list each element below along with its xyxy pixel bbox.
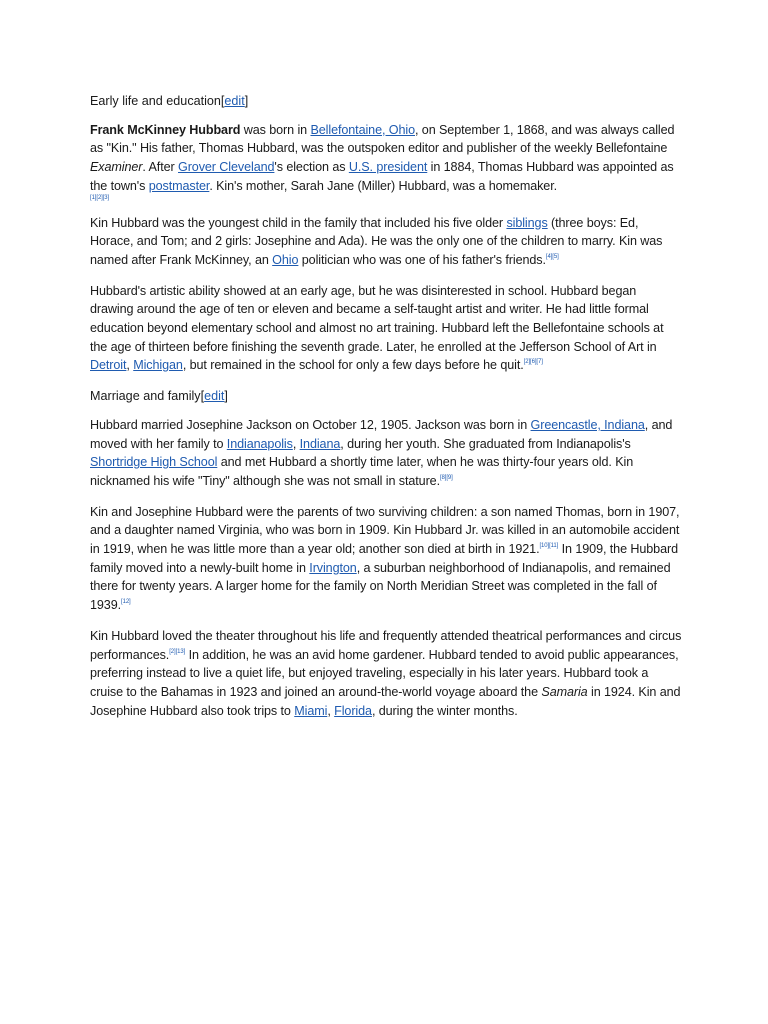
text-run: in 1884, Thomas Hubbard was appointed as the town's — [90, 160, 674, 193]
text-run: , — [327, 703, 335, 718]
edit-link[interactable]: edit — [224, 94, 245, 108]
link-shortridge-high-school[interactable]: Shortridge High School — [90, 455, 218, 470]
ship-name: Samaria — [541, 684, 588, 699]
paragraph-children — [90, 503, 682, 615]
text-run: , during her youth. She graduated from Indianapolis's — [340, 436, 631, 451]
link-bellefontaine-ohio[interactable]: Bellefontaine, Ohio — [310, 122, 415, 137]
text-run: politician who was one of his father's friends. — [298, 252, 546, 267]
text-run: In 1909, the Hubbard family moved into a newly-built home in — [90, 542, 678, 575]
citation-refs[interactable]: [2][6][7] — [523, 359, 543, 366]
newspaper-title: Examiner — [90, 160, 143, 175]
link-indiana[interactable]: Indiana — [299, 436, 341, 451]
link-siblings[interactable]: siblings — [506, 215, 548, 230]
text-run: , — [292, 436, 300, 451]
document-body — [90, 92, 682, 732]
text-run: and met Hubbard a shortly time later, when he was thirty-four years old. Kin nicknamed his wife "Tiny" although she was not small in stature. — [90, 455, 634, 488]
section-title: Marriage and family — [90, 389, 201, 404]
text-run: was born in — [240, 122, 311, 137]
text-run: Kin and Josephine Hubbard were the parents of two surviving children: a son named Thomas, born in 1907, and a daughter named Virginia, who was born in 1909. Kin Hubbard Jr. was killed in an automobile accident in 1919, when he was little more than a year old; another son died at birth in 1921. — [90, 504, 680, 557]
subject-name: Frank McKinney Hubbard — [90, 122, 241, 137]
text-run: Hubbard's artistic ability showed at an early age, but he was disinterested in school. Hubbard began drawing around the age of ten or eleven and became a self-taught artist and writer. He had little formal education beyond elementary school and almost no art training. Hubbard left the Bellefontaine schools at the age of thirteen before finishing the seventh grade. Later, he enrolled at the Jefferson School of Art in — [90, 283, 664, 354]
text-run: . Kin's mother, Sarah Jane (Miller) Hubbard, was a homemaker. — [209, 178, 558, 193]
text-run: Hubbard married Josephine Jackson on October 12, 1905. Jackson was born in — [90, 417, 531, 432]
paragraph-birth — [90, 121, 682, 202]
link-detroit[interactable]: Detroit — [90, 358, 127, 373]
text-run: , but remained in the school for only a few days before he quit. — [182, 358, 524, 373]
text-run: In addition, he was an avid home gardener. Hubbard tended to avoid public appearances, preferring instead to live a quiet life, but enjoyed traveling, especially in his later years. Hubbard took a cruise to the Bahamas in 1923 and joined an around-the-world voyage aboard the — [90, 647, 679, 699]
link-irvington[interactable]: Irvington — [309, 560, 357, 575]
citation-refs[interactable]: [4][5] — [545, 253, 559, 260]
paragraph-marriage — [90, 416, 682, 491]
citation-refs[interactable]: [10][11] — [539, 543, 559, 550]
section-heading-marriage: Marriage and family[edit] — [90, 389, 228, 404]
link-florida[interactable]: Florida — [334, 703, 372, 718]
text-run: Kin Hubbard was the youngest child in the family that included his five older — [90, 215, 507, 230]
citation-refs[interactable]: [2][13] — [169, 648, 186, 655]
citation-refs[interactable]: [12] — [121, 599, 131, 606]
text-run: , a suburban neighborhood of Indianapolis, and remained there for twenty years. A larger home for the family on North Meridian Street was completed in the fall of 1939. — [90, 560, 671, 613]
paragraph-art-education — [90, 282, 682, 376]
citation-refs[interactable]: [1][2][3] — [90, 194, 110, 201]
text-run: , and moved with her family to — [90, 417, 673, 451]
link-greencastle-indiana[interactable]: Greencastle, Indiana — [530, 417, 645, 432]
link-us-president[interactable]: U.S. president — [348, 160, 428, 175]
link-miami[interactable]: Miami — [294, 703, 328, 718]
link-grover-cleveland[interactable]: Grover Cleveland — [178, 160, 275, 175]
text-run: . After — [142, 160, 179, 175]
citation-refs[interactable]: [8][9] — [439, 474, 453, 481]
text-run: (three boys: Ed, Horace, and Tom; and 2 girls: Josephine and Ada). He was the only one of the children to marry. Kin was named after Frank McKinney, an — [90, 215, 663, 267]
link-michigan[interactable]: Michigan — [133, 358, 183, 373]
link-postmaster[interactable]: postmaster — [148, 178, 210, 193]
link-indianapolis[interactable]: Indianapolis — [226, 436, 293, 451]
text-run: Kin Hubbard loved the theater throughout his life and frequently attended theatrical performances and circus performances. — [90, 628, 682, 662]
link-ohio[interactable]: Ohio — [272, 252, 299, 267]
text-run: , during the winter months. — [371, 703, 518, 718]
text-run: , on September 1, 1868, and was always called as "Kin." His father, Thomas Hubbard, was the outspoken editor and publisher of the weekly Bellefontaine — [90, 122, 675, 156]
section-heading-early-life: Early life and education[edit] — [90, 94, 249, 108]
text-run: , — [126, 358, 134, 373]
edit-link[interactable]: edit — [204, 389, 225, 404]
paragraph-siblings — [90, 214, 682, 270]
section-title: Early life and education — [90, 94, 221, 108]
text-run: 's election as — [274, 160, 349, 175]
text-run: in 1924. Kin and Josephine Hubbard also took trips to — [90, 684, 681, 718]
paragraph-hobbies — [90, 627, 682, 721]
